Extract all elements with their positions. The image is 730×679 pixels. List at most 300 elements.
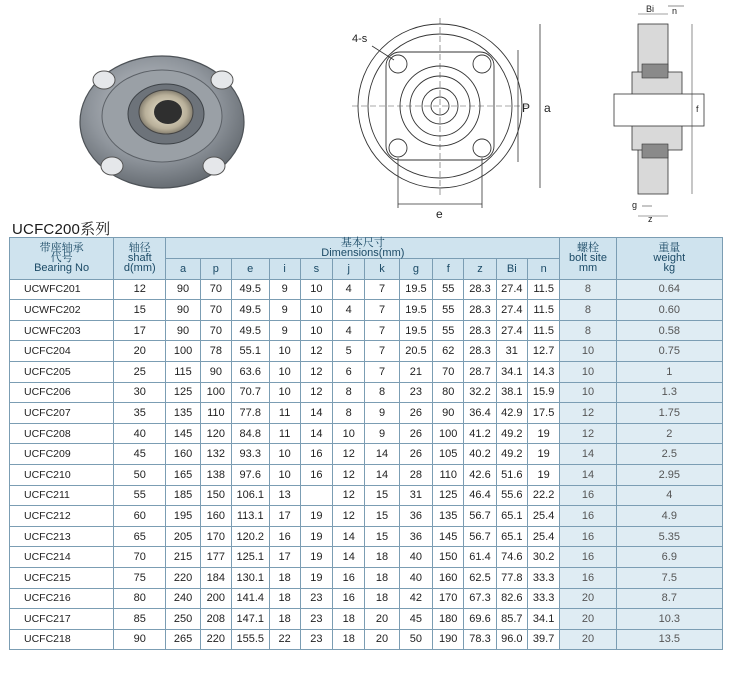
cell-i: 9 [269,300,300,321]
cell-g: 26 [399,403,432,424]
cell-g: 28 [399,464,432,485]
cell-s: 19 [300,526,332,547]
table-row [10,320,723,341]
hole-label: 4-s [352,33,368,45]
cell-bi: 65.1 [496,506,527,527]
cell-bolt: 8 [560,279,616,300]
table-row [10,423,723,444]
header-col-s: s [300,259,332,280]
series-title: UCFC200系列 [12,221,111,238]
cell-k: 18 [365,547,399,568]
cell-bi: 31 [496,341,527,362]
cell-n: 19 [527,444,559,465]
cell-n: 33.3 [527,567,559,588]
cell-s: 10 [300,320,332,341]
cell-e: 113.1 [231,506,269,527]
cell-model: UCFC209 [10,444,114,465]
cell-weight: 7.5 [616,567,722,588]
cell-weight: 4 [616,485,722,506]
cell-model: UCFC212 [10,506,114,527]
cell-a: 185 [166,485,200,506]
dim-label-e: e [436,207,443,221]
cell-f: 100 [433,423,464,444]
cell-bolt: 14 [560,444,616,465]
cell-s: 19 [300,567,332,588]
cell-j: 5 [333,341,365,362]
cell-s [300,485,332,506]
cell-z: 56.7 [464,506,496,527]
header-weight-cn: 重量 [658,242,681,255]
table-row [10,361,723,382]
cell-bi: 27.4 [496,320,527,341]
cell-s: 12 [300,361,332,382]
cell-g: 42 [399,588,432,609]
cell-f: 145 [433,526,464,547]
cell-model: UCWFC201 [10,279,114,300]
cell-k: 7 [365,279,399,300]
cell-bi: 42.9 [496,403,527,424]
cell-p: 184 [200,567,231,588]
cell-weight: 2.5 [616,444,722,465]
header-shaft-unit: d(mm) [123,262,156,275]
cell-e: 49.5 [231,300,269,321]
cell-f: 150 [433,547,464,568]
cell-weight: 0.64 [616,279,722,300]
spec-table-body [10,279,723,650]
side-section-drawing [612,2,722,224]
header-col-p: p [200,259,231,280]
cell-z: 41.2 [464,423,496,444]
cell-s: 16 [300,444,332,465]
cell-p: 170 [200,526,231,547]
cell-i: 10 [269,341,300,362]
table-row [10,526,723,547]
cell-k: 15 [365,485,399,506]
cell-z: 40.2 [464,444,496,465]
cell-bi: 49.2 [496,444,527,465]
cell-f: 90 [433,403,464,424]
cell-e: 77.8 [231,403,269,424]
header-bolt-unit: mm [578,262,598,275]
cell-f: 62 [433,341,464,362]
table-row [10,279,723,300]
dim-label-z: z [648,214,653,224]
cell-model: UCFC218 [10,629,114,650]
cell-k: 15 [365,506,399,527]
cell-a: 195 [166,506,200,527]
dim-label-a: a [544,101,551,115]
cell-f: 105 [433,444,464,465]
header-col-z: z [464,259,496,280]
cell-k: 7 [365,361,399,382]
cell-model: UCFC205 [10,361,114,382]
cell-d: 15 [114,300,166,321]
header-shaft-en: shaft [127,252,152,265]
cell-a: 160 [166,444,200,465]
cell-model: UCWFC203 [10,320,114,341]
cell-i: 11 [269,423,300,444]
cell-p: 110 [200,403,231,424]
cell-a: 215 [166,547,200,568]
cell-bi: 85.7 [496,609,527,630]
cell-f: 160 [433,567,464,588]
cell-d: 85 [114,609,166,630]
cell-d: 17 [114,320,166,341]
cell-z: 61.4 [464,547,496,568]
cell-a: 250 [166,609,200,630]
cell-bi: 77.8 [496,567,527,588]
cell-z: 28.3 [464,320,496,341]
header-col-k: k [365,259,399,280]
cell-e: 49.5 [231,279,269,300]
table-row [10,506,723,527]
cell-j: 4 [333,320,365,341]
cell-model: UCFC204 [10,341,114,362]
cell-e: 49.5 [231,320,269,341]
cell-bolt: 8 [560,300,616,321]
cell-p: 132 [200,444,231,465]
cell-k: 9 [365,403,399,424]
cell-n: 17.5 [527,403,559,424]
cell-n: 39.7 [527,629,559,650]
cell-d: 65 [114,526,166,547]
cell-p: 78 [200,341,231,362]
cell-e: 70.7 [231,382,269,403]
cell-j: 16 [333,588,365,609]
cell-p: 90 [200,361,231,382]
cell-s: 19 [300,547,332,568]
cell-d: 12 [114,279,166,300]
cell-f: 55 [433,320,464,341]
cell-weight: 6.9 [616,547,722,568]
dim-label-p: P [522,101,531,115]
cell-p: 100 [200,382,231,403]
cell-z: 28.3 [464,341,496,362]
cell-f: 70 [433,361,464,382]
cell-g: 26 [399,444,432,465]
cell-k: 20 [365,609,399,630]
cell-n: 11.5 [527,300,559,321]
cell-i: 10 [269,382,300,403]
table-row [10,588,723,609]
cell-d: 25 [114,361,166,382]
cell-k: 18 [365,588,399,609]
cell-j: 18 [333,609,365,630]
header-model-cn: 带座轴承 [39,242,84,255]
cell-weight: 5.35 [616,526,722,547]
cell-s: 12 [300,382,332,403]
table-row [10,444,723,465]
cell-model: UCFC216 [10,588,114,609]
cell-bolt: 16 [560,506,616,527]
cell-g: 21 [399,361,432,382]
cell-s: 23 [300,609,332,630]
cell-f: 55 [433,300,464,321]
cell-i: 18 [269,588,300,609]
header-col-n: n [527,259,559,280]
header-col-i: i [269,259,300,280]
cell-n: 33.3 [527,588,559,609]
cell-k: 7 [365,320,399,341]
cell-p: 150 [200,485,231,506]
cell-bolt: 20 [560,629,616,650]
cell-s: 14 [300,403,332,424]
cell-j: 8 [333,403,365,424]
header-bolt-en: bolt site [569,252,607,265]
bearing-unit-photo [72,30,252,200]
cell-f: 55 [433,279,464,300]
cell-weight: 13.5 [616,629,722,650]
cell-f: 180 [433,609,464,630]
cell-i: 10 [269,361,300,382]
cell-bi: 65.1 [496,526,527,547]
cell-n: 34.1 [527,609,559,630]
cell-g: 45 [399,609,432,630]
cell-d: 50 [114,464,166,485]
cell-j: 12 [333,444,365,465]
cell-model: UCFC206 [10,382,114,403]
cell-g: 19.5 [399,320,432,341]
cell-d: 90 [114,629,166,650]
header-dims-cn: 基本尺寸 [340,237,385,249]
cell-n: 25.4 [527,526,559,547]
cell-a: 90 [166,300,200,321]
cell-a: 205 [166,526,200,547]
table-row [10,567,723,588]
cell-z: 67.3 [464,588,496,609]
cell-j: 10 [333,423,365,444]
header-shaft [114,238,166,280]
cell-j: 12 [333,506,365,527]
cell-bolt: 14 [560,464,616,485]
cell-g: 26 [399,423,432,444]
cell-k: 20 [365,629,399,650]
cell-e: 93.3 [231,444,269,465]
cell-j: 12 [333,485,365,506]
cell-bolt: 16 [560,567,616,588]
cell-j: 12 [333,464,365,485]
cell-g: 19.5 [399,279,432,300]
cell-bi: 34.1 [496,361,527,382]
cell-s: 10 [300,279,332,300]
cell-i: 18 [269,567,300,588]
cell-bolt: 10 [560,341,616,362]
dim-label-n: n [672,6,678,16]
cell-bolt: 10 [560,382,616,403]
cell-s: 23 [300,629,332,650]
cell-i: 9 [269,320,300,341]
cell-s: 23 [300,588,332,609]
cell-n: 11.5 [527,320,559,341]
cell-n: 30.2 [527,547,559,568]
cell-p: 160 [200,506,231,527]
header-dims-en: Dimensions(mm) [321,247,405,259]
cell-d: 55 [114,485,166,506]
cell-e: 120.2 [231,526,269,547]
cell-weight: 8.7 [616,588,722,609]
cell-model: UCFC215 [10,567,114,588]
cell-s: 10 [300,300,332,321]
cell-i: 11 [269,403,300,424]
cell-g: 50 [399,629,432,650]
cell-model: UCFC217 [10,609,114,630]
cell-a: 165 [166,464,200,485]
cell-g: 40 [399,547,432,568]
header-model-en: Bearing No [34,262,90,275]
header-col-f: f [433,259,464,280]
dim-label-bi: Bi [646,4,655,14]
table-row [10,403,723,424]
cell-n: 19 [527,423,559,444]
cell-j: 4 [333,279,365,300]
cell-bolt: 16 [560,526,616,547]
cell-k: 7 [365,341,399,362]
cell-i: 10 [269,464,300,485]
cell-g: 23 [399,382,432,403]
cell-e: 97.6 [231,464,269,485]
cell-d: 80 [114,588,166,609]
cell-d: 30 [114,382,166,403]
header-bolt [560,238,616,280]
cell-j: 6 [333,361,365,382]
cell-weight: 2 [616,423,722,444]
cell-d: 75 [114,567,166,588]
cell-k: 14 [365,464,399,485]
cell-e: 141.4 [231,588,269,609]
cell-s: 14 [300,423,332,444]
header-weight-en: weight [653,252,686,265]
cell-f: 190 [433,629,464,650]
cell-weight: 0.75 [616,341,722,362]
spec-table [9,237,723,650]
header-col-j: j [333,259,365,280]
cell-i: 18 [269,609,300,630]
cell-weight: 10.3 [616,609,722,630]
cell-d: 70 [114,547,166,568]
cell-a: 240 [166,588,200,609]
cell-model: UCFC211 [10,485,114,506]
cell-bi: 55.6 [496,485,527,506]
cell-z: 32.2 [464,382,496,403]
cell-d: 40 [114,423,166,444]
cell-n: 19 [527,464,559,485]
cell-d: 45 [114,444,166,465]
cell-a: 125 [166,382,200,403]
cell-p: 208 [200,609,231,630]
cell-n: 22.2 [527,485,559,506]
header-weight-unit: kg [663,262,676,275]
header-bolt-cn: 螺栓 [576,242,599,255]
cell-z: 78.3 [464,629,496,650]
cell-model: UCFC208 [10,423,114,444]
cell-j: 8 [333,382,365,403]
cell-k: 18 [365,567,399,588]
cell-k: 8 [365,382,399,403]
header-weight [616,238,722,280]
cell-n: 15.9 [527,382,559,403]
cell-z: 36.4 [464,403,496,424]
cell-i: 9 [269,279,300,300]
cell-bolt: 16 [560,485,616,506]
cell-s: 16 [300,464,332,485]
cell-g: 31 [399,485,432,506]
cell-bolt: 8 [560,320,616,341]
cell-n: 11.5 [527,279,559,300]
cell-z: 28.3 [464,279,496,300]
cell-p: 70 [200,320,231,341]
table-row [10,629,723,650]
cell-n: 14.3 [527,361,559,382]
cell-p: 200 [200,588,231,609]
header-col-e: e [231,259,269,280]
cell-e: 125.1 [231,547,269,568]
cell-bolt: 12 [560,423,616,444]
cell-k: 14 [365,444,399,465]
cell-p: 120 [200,423,231,444]
cell-model: UCFC213 [10,526,114,547]
header-model-cn2: 代号 [50,252,73,265]
cell-bi: 74.6 [496,547,527,568]
cell-k: 9 [365,423,399,444]
cell-bi: 49.2 [496,423,527,444]
cell-model: UCFC214 [10,547,114,568]
cell-p: 138 [200,464,231,485]
cell-d: 35 [114,403,166,424]
dim-label-f: f [696,104,699,114]
cell-g: 40 [399,567,432,588]
cell-a: 90 [166,320,200,341]
cell-k: 7 [365,300,399,321]
cell-z: 28.7 [464,361,496,382]
cell-z: 56.7 [464,526,496,547]
cell-s: 19 [300,506,332,527]
cell-i: 22 [269,629,300,650]
cell-weight: 1.75 [616,403,722,424]
cell-j: 16 [333,567,365,588]
cell-n: 12.7 [527,341,559,362]
cell-bi: 27.4 [496,279,527,300]
header-col-a: a [166,259,200,280]
cell-z: 62.5 [464,567,496,588]
cell-g: 20.5 [399,341,432,362]
table-row [10,382,723,403]
cell-e: 155.5 [231,629,269,650]
cell-bolt: 20 [560,609,616,630]
cell-f: 110 [433,464,464,485]
cell-a: 100 [166,341,200,362]
cell-bi: 27.4 [496,300,527,321]
dim-label-g: g [632,200,638,210]
cell-bolt: 10 [560,361,616,382]
cell-weight: 0.58 [616,320,722,341]
cell-a: 220 [166,567,200,588]
cell-a: 265 [166,629,200,650]
cell-g: 19.5 [399,300,432,321]
cell-f: 135 [433,506,464,527]
cell-f: 170 [433,588,464,609]
cell-p: 70 [200,300,231,321]
cell-e: 130.1 [231,567,269,588]
cell-bolt: 12 [560,403,616,424]
cell-a: 115 [166,361,200,382]
cell-weight: 1.3 [616,382,722,403]
cell-p: 220 [200,629,231,650]
cell-bi: 96.0 [496,629,527,650]
cell-e: 55.1 [231,341,269,362]
cell-g: 36 [399,526,432,547]
header-dimensions [166,238,560,259]
cell-z: 28.3 [464,300,496,321]
